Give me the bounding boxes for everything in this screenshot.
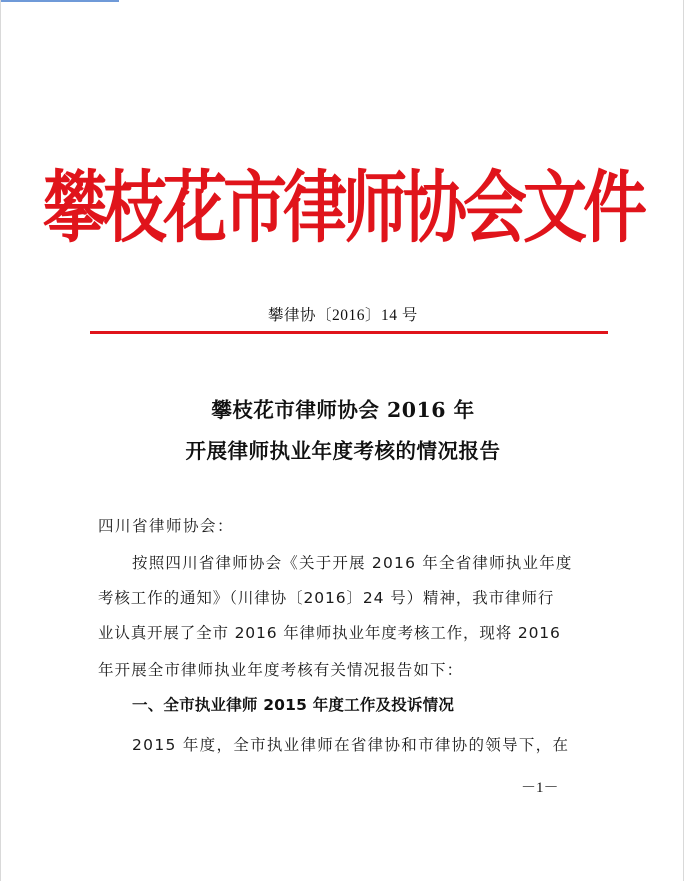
report-title-line-1: 攀枝花市律师协会 2016 年 bbox=[211, 398, 475, 422]
page-number: －1－ bbox=[521, 780, 559, 796]
paragraph-line: 按照四川省律师协会《关于开展 2016 年全省律师执业年度 bbox=[132, 554, 573, 572]
document-header-title: 攀枝花市律师协会文件 bbox=[43, 162, 643, 255]
salutation: 四川省律师协会： bbox=[98, 517, 235, 535]
paragraph-line: 年开展全市律师执业年度考核有关情况报告如下： bbox=[98, 661, 464, 679]
section-heading: 一、全市执业律师 2015 年度工作及投诉情况 bbox=[132, 696, 455, 714]
page-top-accent bbox=[1, 0, 119, 2]
paragraph-line: 业认真开展了全市 2016 年律师执业年度考核工作，现将 2016 bbox=[98, 624, 561, 642]
paragraph-line: 2015 年度，全市执业律师在省律协和市律协的领导下，在 bbox=[132, 736, 570, 754]
paragraph-line: 考核工作的通知》（川律协〔2016〕24 号）精神，我市律师行 bbox=[98, 589, 555, 607]
report-title-line-2: 开展律师执业年度考核的情况报告 bbox=[185, 439, 501, 463]
document-number: 攀律协〔2016〕14 号 bbox=[268, 307, 418, 324]
header-red-rule bbox=[90, 331, 608, 334]
